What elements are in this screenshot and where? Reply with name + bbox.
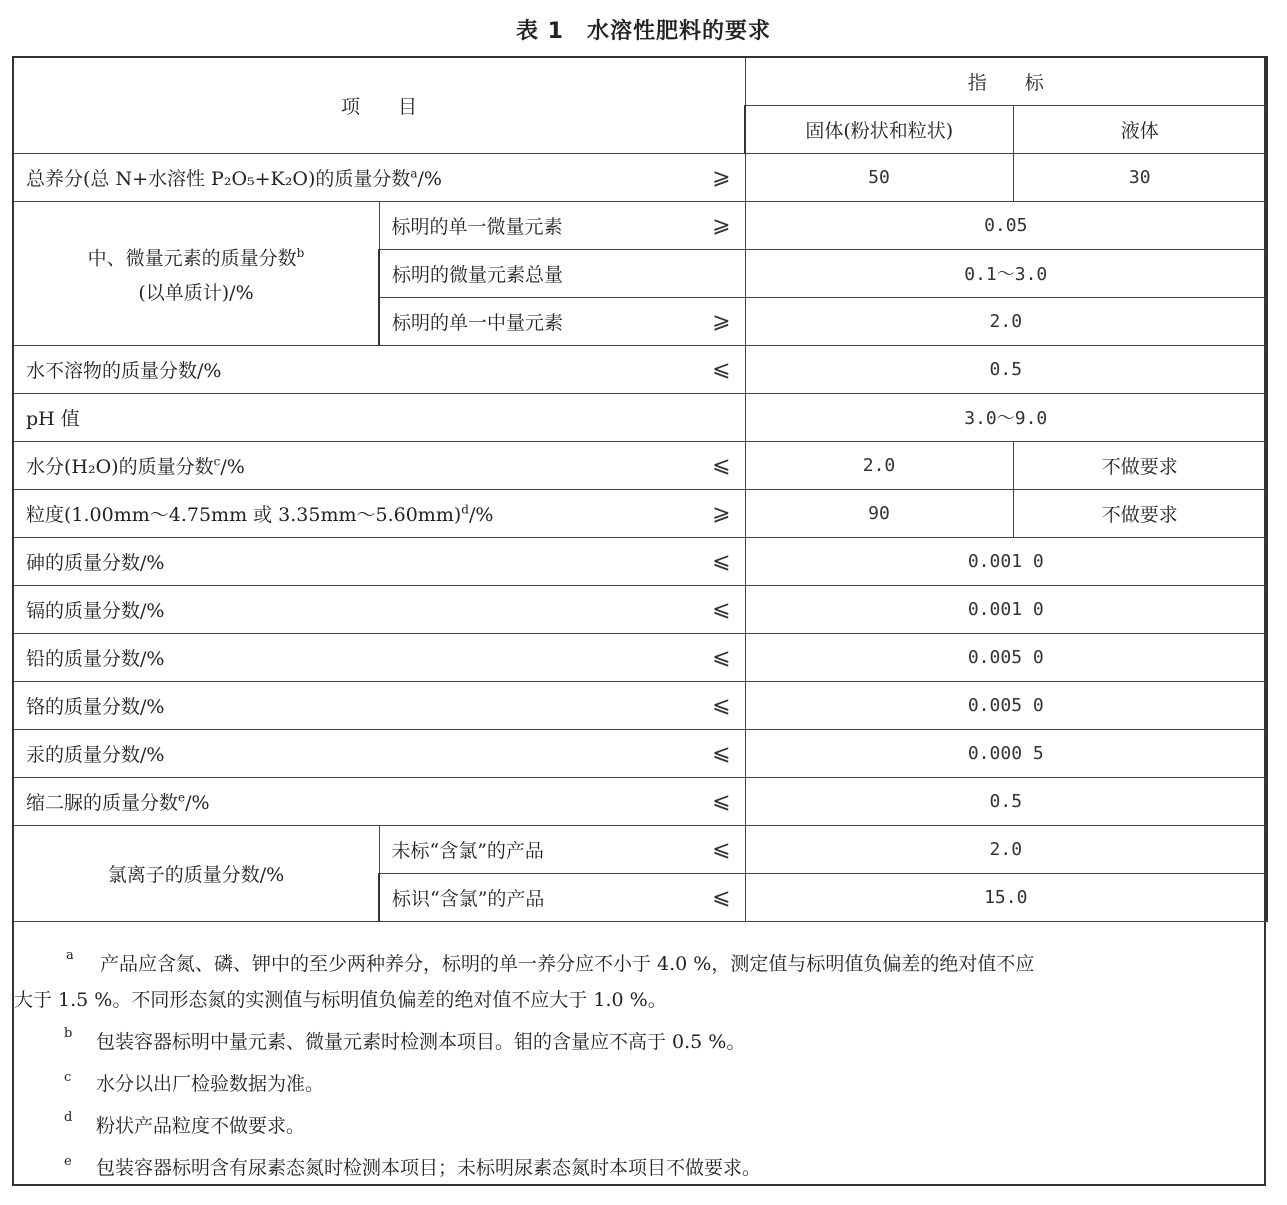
chromium-label-cell (13, 681, 745, 729)
trace-single-value: 0.05 (745, 201, 1267, 249)
footnote-mark-b: b (64, 1026, 73, 1041)
lead-value: 0.005 0 (745, 633, 1267, 681)
insoluble-value: 0.5 (745, 345, 1267, 393)
header-solid: 固体(粉状和粒状) (745, 105, 1013, 153)
table-row (13, 153, 1267, 201)
moisture-liquid: 不做要求 (1013, 441, 1267, 489)
mercury-label-cell (13, 729, 745, 777)
table-row (13, 201, 1267, 249)
table-row (13, 777, 1267, 825)
table-row (13, 537, 1267, 585)
less-equal-symbol: ⩽ (712, 836, 731, 862)
total-nutrient-label: 总养分(总 N+水溶性 P₂O₅+K₂O)的质量分数 (26, 167, 411, 190)
cadmium-value: 0.001 0 (745, 585, 1267, 633)
biuret-value: 0.5 (745, 777, 1267, 825)
chloride-yes-label: 标识“含氯”的产品 (392, 887, 545, 910)
trace-total-label: 标明的微量元素总量 (379, 249, 745, 297)
trace-group-label-2: (以单质计)/% (138, 281, 254, 304)
ph-value: 3.0～9.0 (745, 393, 1267, 441)
trace-total-value: 0.1～3.0 (745, 249, 1267, 297)
arsenic-label-cell (13, 537, 745, 585)
cadmium-label: 镉的质量分数/% (26, 599, 165, 622)
table-row (13, 729, 1267, 777)
header-liquid: 液体 (1013, 105, 1267, 153)
header-item: 项 目 (13, 57, 745, 153)
table-row (13, 393, 1267, 441)
cadmium-label-cell (13, 585, 745, 633)
chloride-yes-value: 15.0 (745, 873, 1267, 921)
moisture-label: 水分(H₂O)的质量分数 (26, 455, 214, 478)
granularity-unit: /% (468, 503, 494, 526)
footnote-ref-b: b (296, 246, 305, 261)
header-index: 指 标 (745, 57, 1267, 105)
footnote-ref-d: d (461, 502, 469, 517)
arsenic-label: 砷的质量分数/% (26, 551, 165, 574)
header-row-1 (13, 57, 1267, 105)
less-equal-symbol: ⩽ (712, 356, 731, 382)
greater-equal-symbol: ⩾ (712, 164, 731, 190)
mercury-label: 汞的质量分数/% (26, 743, 165, 766)
total-nutrient-solid: 50 (745, 153, 1013, 201)
granularity-label-cell (13, 489, 745, 537)
footnote-ref-e: e (178, 790, 186, 805)
secondary-single-label: 标明的单一中量元素 (392, 311, 564, 334)
table-row (13, 345, 1267, 393)
footnote-mark-c: c (64, 1070, 72, 1085)
moisture-solid: 2.0 (745, 441, 1013, 489)
trace-group-label (13, 201, 379, 345)
less-equal-symbol: ⩽ (712, 884, 731, 910)
footnote-ref-c: c (213, 454, 221, 469)
greater-equal-symbol: ⩾ (712, 212, 731, 238)
insoluble-label: 水不溶物的质量分数/% (26, 359, 222, 382)
granularity-label: 粒度(1.00mm～4.75mm 或 3.35mm～5.60mm) (26, 503, 462, 526)
footnote-e-text: 包装容器标明含有尿素态氮时检测本项目；未标明尿素态氮时本项目不做要求。 (96, 1157, 762, 1179)
less-equal-symbol: ⩽ (712, 644, 731, 670)
mercury-value: 0.000 5 (745, 729, 1267, 777)
insoluble-label-cell (13, 345, 745, 393)
total-nutrient-liquid: 30 (1013, 153, 1267, 201)
less-equal-symbol: ⩽ (712, 788, 731, 814)
trace-single-label: 标明的单一微量元素 (391, 215, 563, 238)
moisture-label-cell (13, 441, 745, 489)
footnote-b-text: 包装容器标明中量元素、微量元素时检测本项目。钼的含量应不高于 0.5 %。 (96, 1031, 746, 1053)
less-equal-symbol: ⩽ (712, 548, 731, 574)
table-row (13, 489, 1267, 537)
less-equal-symbol: ⩽ (712, 740, 731, 766)
lead-label-cell (13, 633, 745, 681)
trace-group-label-1: 中、微量元素的质量分数 (87, 247, 297, 270)
footnote-a-line1: 产品应含氮、磷、钾中的至少两种养分，标明的单一养分应不小于 4.0 %，测定值与标明值负偏差的绝对值不应 (100, 953, 1035, 975)
table-row (13, 441, 1267, 489)
chromium-label: 铬的质量分数/% (26, 695, 165, 718)
footnote-c-text: 水分以出厂检验数据为准。 (96, 1073, 325, 1095)
ph-label: pH 值 (13, 393, 745, 441)
granularity-liquid: 不做要求 (1013, 489, 1267, 537)
chloride-group-label: 氯离子的质量分数/% (13, 825, 379, 921)
chloride-no-label-cell (379, 825, 745, 873)
moisture-unit: /% (220, 455, 245, 478)
biuret-label: 缩二脲的质量分数 (26, 791, 179, 814)
footnote-ref-a: a (410, 166, 418, 181)
biuret-unit: /% (185, 791, 210, 814)
biuret-label-cell (13, 777, 745, 825)
table-title: 表 1 水溶性肥料的要求 (516, 19, 771, 44)
chromium-value: 0.005 0 (745, 681, 1267, 729)
footnote-mark-e: e (64, 1154, 72, 1169)
secondary-single-value: 2.0 (745, 297, 1267, 345)
footnote-mark-d: d (64, 1110, 73, 1125)
greater-equal-symbol: ⩾ (712, 308, 731, 334)
chloride-yes-label-cell (379, 873, 745, 921)
footnote-d-text: 粉状产品粒度不做要求。 (96, 1115, 306, 1137)
total-nutrient-unit: /% (417, 167, 442, 190)
total-nutrient-label-cell (13, 153, 745, 201)
less-equal-symbol: ⩽ (712, 452, 731, 478)
chloride-no-value: 2.0 (745, 825, 1267, 873)
secondary-single-label-cell (379, 297, 745, 345)
footnote-a-line2: 大于 1.5 %。不同形态氮的实测值与标明值负偏差的绝对值不应大于 1.0 %。 (14, 989, 667, 1011)
table-row (13, 633, 1267, 681)
table-row (13, 585, 1267, 633)
lead-label: 铅的质量分数/% (26, 647, 165, 670)
less-equal-symbol: ⩽ (712, 692, 731, 718)
arsenic-value: 0.001 0 (745, 537, 1267, 585)
trace-single-label-cell (379, 201, 745, 249)
granularity-solid: 90 (745, 489, 1013, 537)
table-row (13, 825, 1267, 873)
table-row (13, 681, 1267, 729)
footnote-mark-a: a (66, 948, 74, 963)
requirements-table (12, 56, 1268, 922)
chloride-no-label: 未标“含氯”的产品 (391, 839, 544, 862)
less-equal-symbol: ⩽ (712, 596, 731, 622)
greater-equal-symbol: ⩾ (712, 500, 731, 526)
